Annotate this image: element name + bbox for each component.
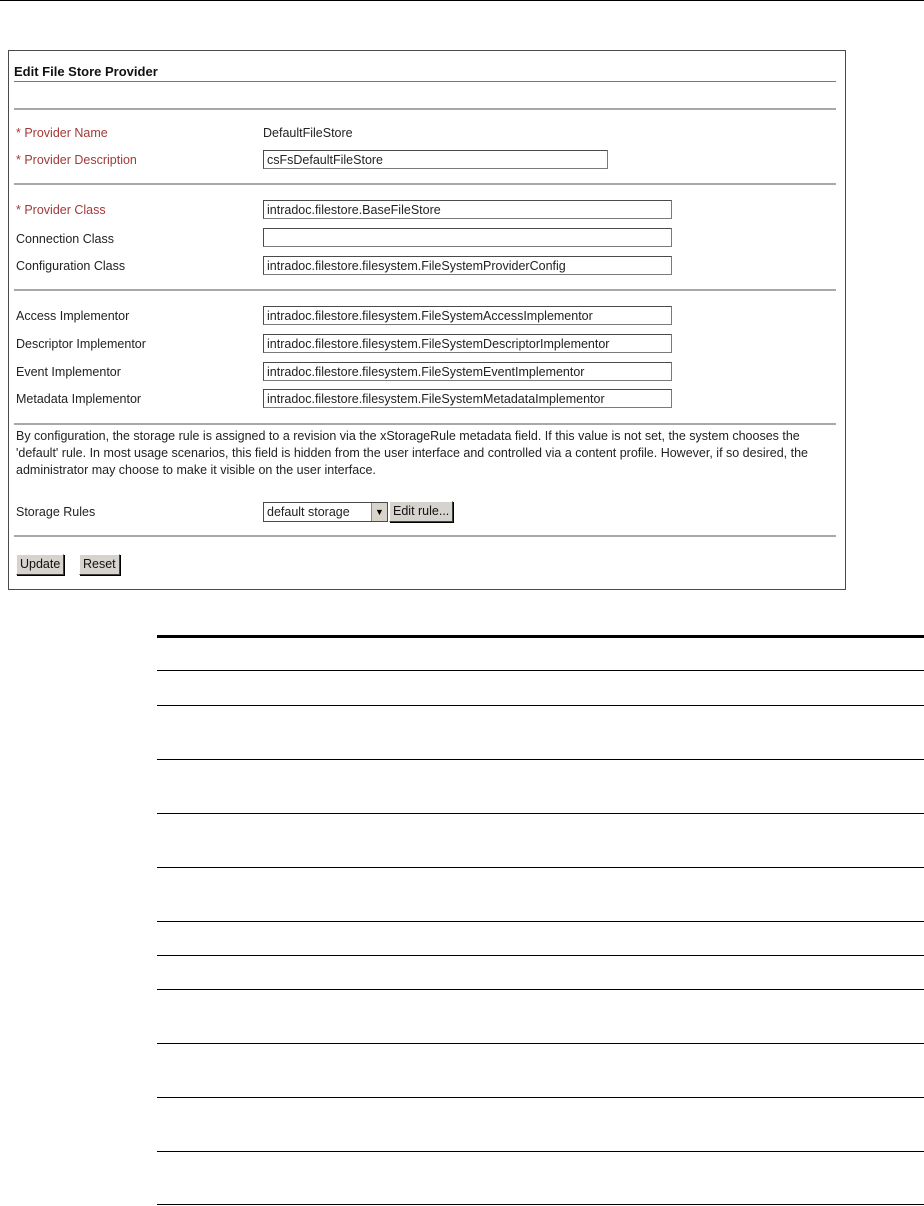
access-implementor-label: Access Implementor	[16, 309, 130, 323]
update-button[interactable]: Update	[16, 554, 64, 575]
separator	[14, 289, 836, 291]
descriptor-implementor-label: Descriptor Implementor	[16, 337, 146, 351]
event-implementor-label: Event Implementor	[16, 365, 121, 379]
table-row-rule	[157, 921, 924, 922]
connection-class-input[interactable]	[263, 228, 672, 247]
table-row-rule	[157, 989, 924, 990]
configuration-class-label: Configuration Class	[16, 259, 126, 273]
table-row-rule	[157, 759, 924, 760]
title-underline	[14, 81, 836, 82]
edit-file-store-provider-panel	[8, 50, 846, 590]
event-implementor-input[interactable]	[263, 362, 672, 381]
metadata-implementor-label: Metadata Implementor	[16, 392, 142, 406]
table-row-rule	[157, 955, 924, 956]
access-implementor-input[interactable]	[263, 306, 672, 325]
provider-description-input[interactable]	[263, 150, 608, 169]
table-row-rule	[157, 1151, 924, 1152]
provider-class-label: * Provider Class	[16, 203, 106, 217]
configuration-class-input[interactable]	[263, 256, 672, 275]
reset-button[interactable]: Reset	[79, 554, 120, 575]
table-row-rule	[157, 813, 924, 814]
table-row-rule	[157, 705, 924, 706]
separator	[14, 535, 836, 537]
dropdown-arrow-icon[interactable]: ▼	[371, 503, 387, 521]
storage-rules-select[interactable]	[263, 502, 388, 522]
connection-class-label: Connection Class	[16, 232, 114, 246]
panel-title: Edit File Store Provider	[14, 64, 158, 79]
separator	[14, 108, 836, 110]
page-top-rule	[0, 0, 924, 1]
provider-class-input[interactable]	[263, 200, 672, 219]
storage-rules-label: Storage Rules	[16, 505, 96, 519]
provider-name-value: DefaultFileStore	[263, 126, 353, 140]
provider-name-label: * Provider Name	[16, 126, 108, 140]
descriptor-implementor-input[interactable]	[263, 334, 672, 353]
storage-rule-help-text: By configuration, the storage rule is assigned to a revision via the xStorageRule metadata field. If this value is not set, the system chooses the 'default' rule. In most usage scenarios, this field is hidden from the user interface and controlled via a content profile. However, if so desired, the administrator may choose to make it visible on the user interface.	[16, 429, 809, 477]
table-row-rule	[157, 670, 924, 671]
metadata-implementor-input[interactable]	[263, 389, 672, 408]
table-row-rule	[157, 1097, 924, 1098]
edit-rule-button[interactable]: Edit rule...	[389, 501, 453, 522]
storage-rules-selected-value: default storage	[267, 505, 350, 519]
table-row-rule	[157, 867, 924, 868]
separator	[14, 423, 836, 425]
separator	[14, 183, 836, 185]
table-top-rule	[157, 635, 924, 638]
table-row-rule	[157, 1204, 924, 1205]
table-row-rule	[157, 1043, 924, 1044]
provider-description-label: * Provider Description	[16, 153, 137, 167]
